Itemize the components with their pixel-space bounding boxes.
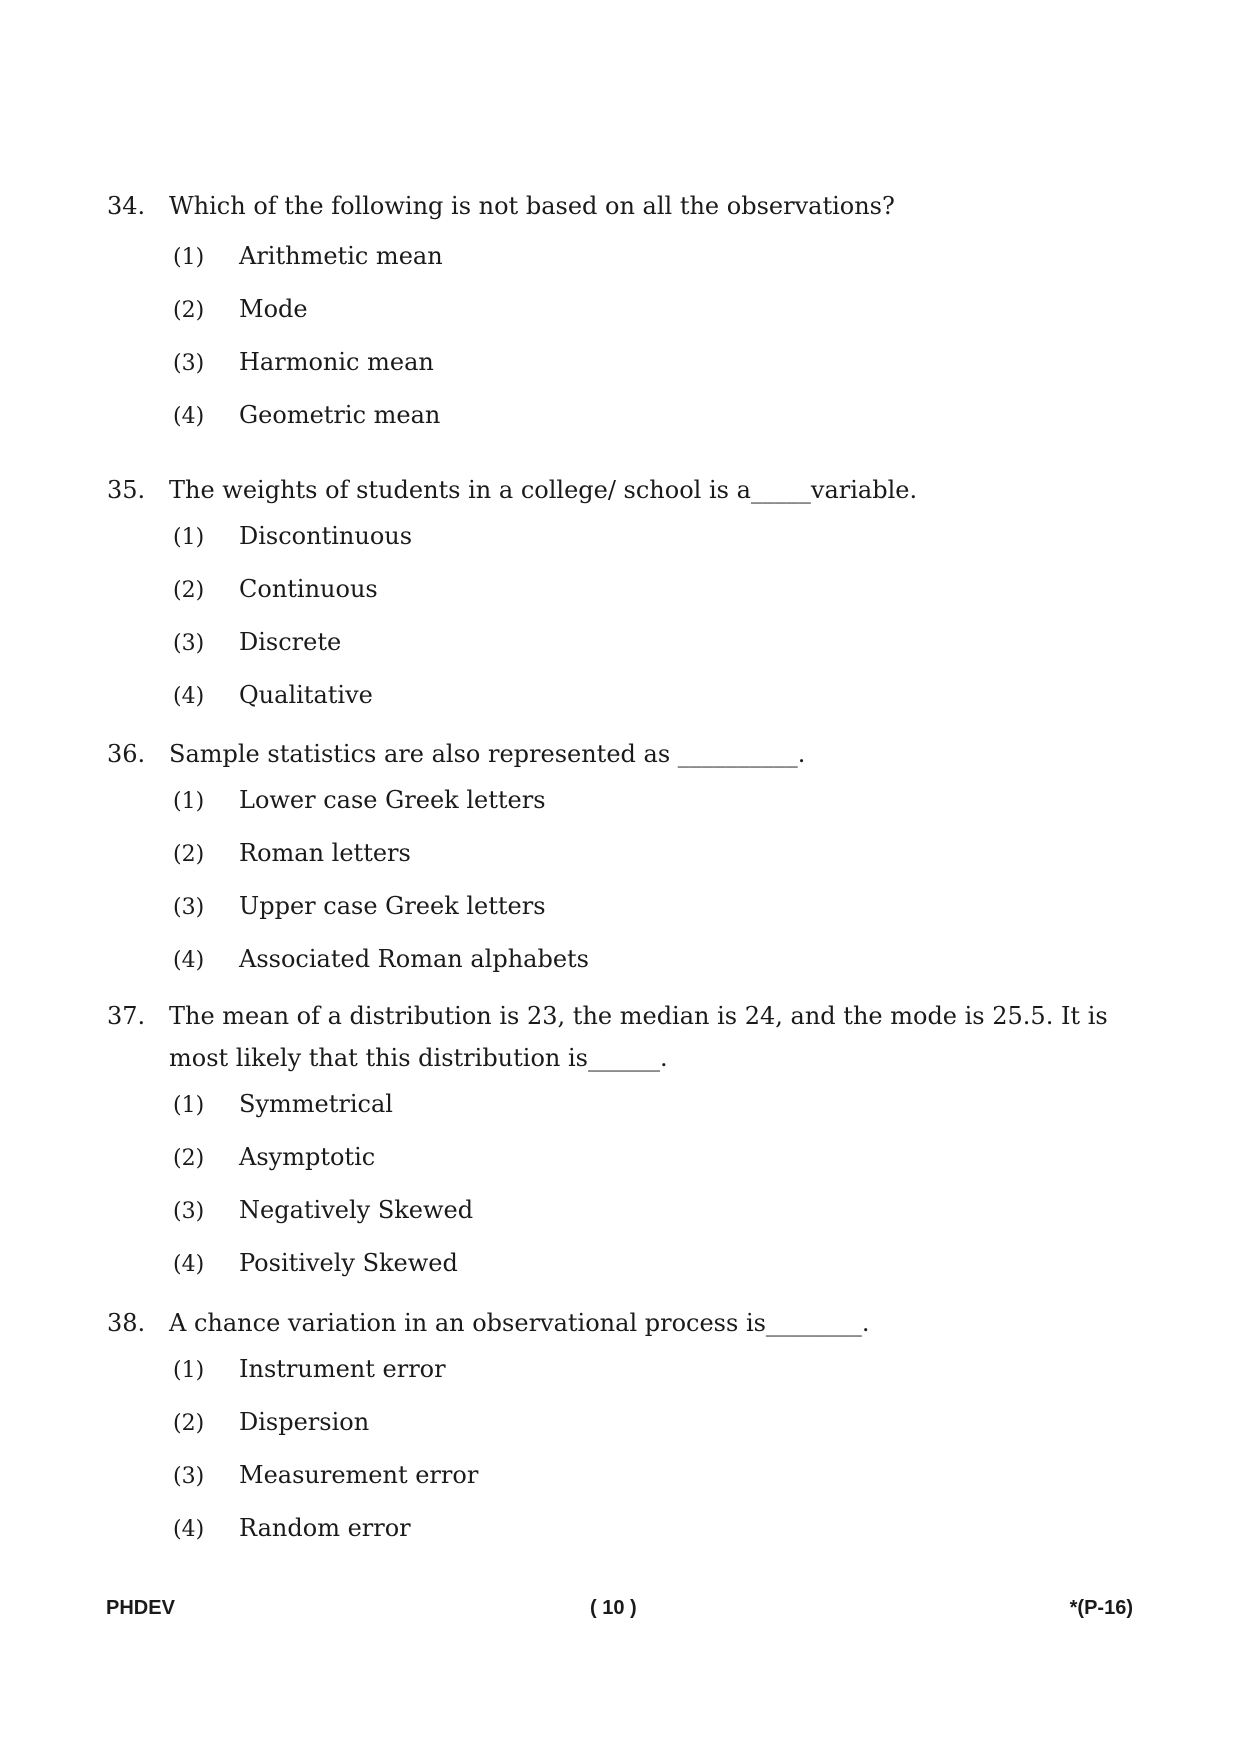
option-number: (1) (173, 245, 205, 270)
option-text: Arithmetic mean (239, 242, 443, 270)
option-number: (2) (173, 842, 205, 867)
option-1 (173, 1348, 1147, 1401)
option-number: (1) (173, 1358, 205, 1383)
option-text: Positively Skewed (239, 1249, 458, 1277)
question-34 (107, 185, 1147, 447)
option-number: (2) (173, 578, 205, 603)
option-4 (173, 1242, 1147, 1295)
option-number: (2) (173, 1411, 205, 1436)
option-text: Continuous (239, 575, 378, 603)
option-number: (4) (173, 684, 205, 709)
question-35 (107, 469, 1147, 727)
option-1 (173, 515, 1147, 568)
question-text: Sample statistics are also represented as __________. (169, 740, 806, 768)
option-number: (3) (173, 351, 205, 376)
option-3 (173, 885, 1147, 938)
option-text: Instrument error (239, 1355, 446, 1383)
option-number: (4) (173, 1517, 205, 1542)
option-number: (4) (173, 1252, 205, 1277)
option-2 (173, 1401, 1147, 1454)
option-3 (173, 1454, 1147, 1507)
question-37 (107, 995, 1147, 1295)
option-number: (2) (173, 298, 205, 323)
footer-page-number: ( 10 ) (590, 1597, 637, 1619)
option-number: (3) (173, 1464, 205, 1489)
option-4 (173, 1507, 1147, 1560)
option-number: (3) (173, 895, 205, 920)
option-text: Associated Roman alphabets (239, 945, 589, 973)
option-number: (4) (173, 948, 205, 973)
option-text: Qualitative (239, 681, 373, 709)
footer-course-code: PHDEV (106, 1597, 175, 1619)
option-text: Dispersion (239, 1408, 370, 1436)
option-text: Mode (239, 295, 308, 323)
option-number: (1) (173, 1093, 205, 1118)
option-text: Roman letters (239, 839, 411, 867)
question-text: A chance variation in an observational process is________. (169, 1309, 870, 1337)
option-text: Negatively Skewed (239, 1196, 474, 1224)
option-text: Geometric mean (239, 401, 441, 429)
option-text: Harmonic mean (239, 348, 434, 376)
question-text: Which of the following is not based on all the observations? (169, 192, 895, 220)
question-text: The weights of students in a college/ school is a_____variable. (169, 476, 918, 504)
options-list (107, 235, 1147, 447)
question-number: 37. (107, 1002, 146, 1030)
option-number: (1) (173, 789, 205, 814)
question-number: 35. (107, 476, 146, 504)
option-2 (173, 568, 1147, 621)
option-2 (173, 288, 1147, 341)
option-text: Symmetrical (239, 1090, 393, 1118)
option-text: Measurement error (239, 1461, 479, 1489)
question-text: The mean of a distribution is 23, the median is 24, and the mode is 25.5. It is most likely that this distribution is______. (169, 1002, 1108, 1072)
option-2 (173, 832, 1147, 885)
option-3 (173, 621, 1147, 674)
option-number: (1) (173, 525, 205, 550)
options-list (107, 1348, 1147, 1560)
option-2 (173, 1136, 1147, 1189)
option-1 (173, 1083, 1147, 1136)
option-text: Discontinuous (239, 522, 413, 550)
option-4 (173, 674, 1147, 727)
option-1 (173, 779, 1147, 832)
option-3 (173, 1189, 1147, 1242)
option-1 (173, 235, 1147, 288)
question-number: 38. (107, 1309, 146, 1337)
option-4 (173, 394, 1147, 447)
option-text: Lower case Greek letters (239, 786, 546, 814)
option-text: Asymptotic (239, 1143, 376, 1171)
question-number: 34. (107, 192, 146, 220)
options-list (107, 1083, 1147, 1295)
options-list (107, 515, 1147, 727)
option-text: Upper case Greek letters (239, 892, 546, 920)
option-text: Random error (239, 1514, 411, 1542)
question-number: 36. (107, 740, 146, 768)
option-number: (3) (173, 631, 205, 656)
question-36 (107, 733, 1147, 991)
options-list (107, 779, 1147, 991)
option-3 (173, 341, 1147, 394)
option-number: (3) (173, 1199, 205, 1224)
footer-paper-code: *(P-16) (1069, 1597, 1133, 1619)
option-text: Discrete (239, 628, 342, 656)
option-number: (2) (173, 1146, 205, 1171)
question-38 (107, 1302, 1147, 1560)
option-4 (173, 938, 1147, 991)
option-number: (4) (173, 404, 205, 429)
